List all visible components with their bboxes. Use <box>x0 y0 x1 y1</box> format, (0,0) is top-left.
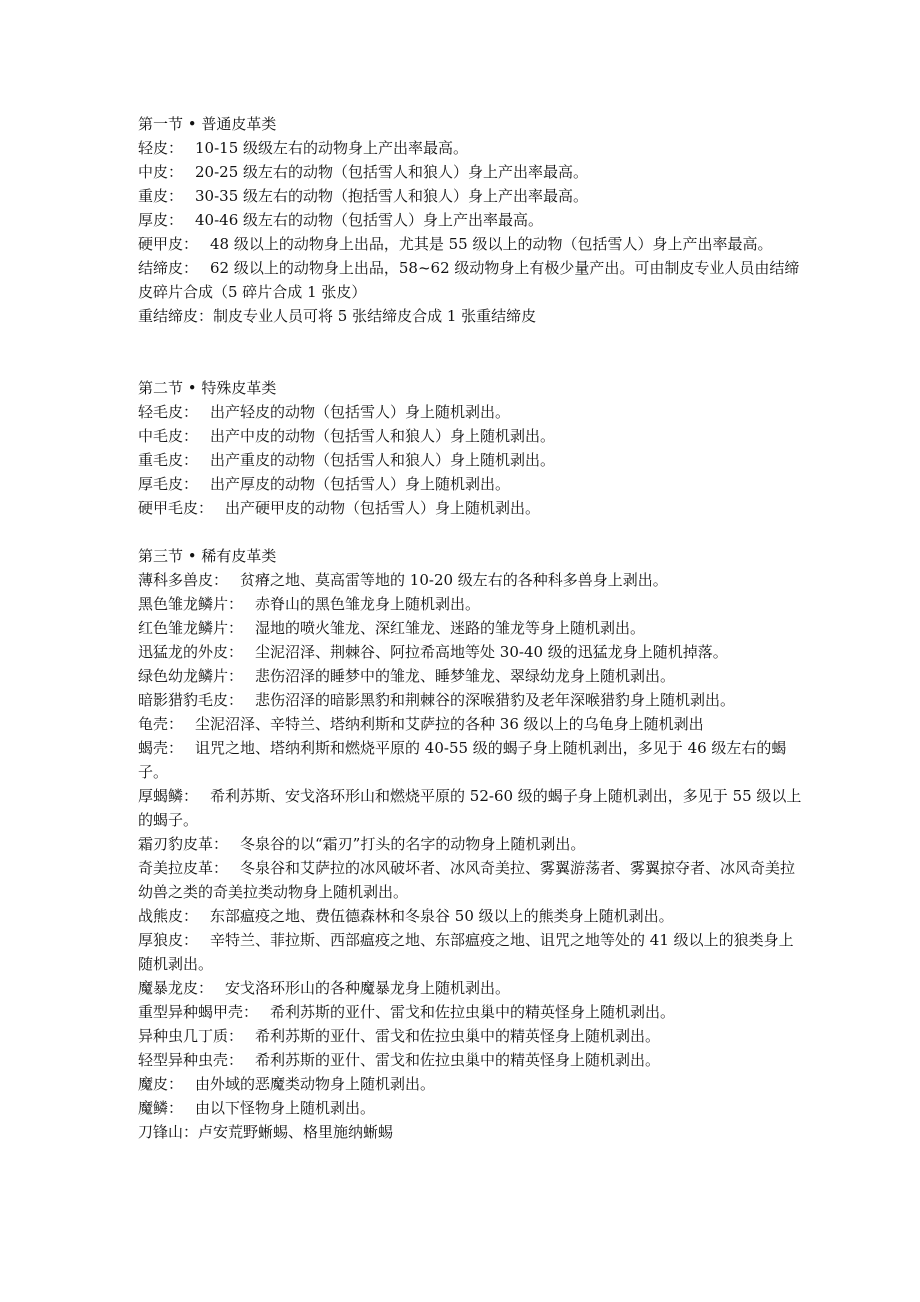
entry-description: 贫瘠之地、莫高雷等地的 10-20 级左右的各种科多兽身上剥出。 <box>240 571 668 589</box>
leather-entry <box>138 784 804 832</box>
entry-description: 希利苏斯的亚什、雷戈和佐拉虫巢中的精英怪身上随机剥出。 <box>255 1027 661 1045</box>
leather-entry <box>138 424 804 448</box>
entry-term: 龟壳： <box>138 715 184 733</box>
leather-entry <box>138 496 804 520</box>
leather-entry <box>138 712 804 736</box>
entry-description: 湿地的喷火雏龙、深红雏龙、迷路的雏龙等身上随机剥出。 <box>255 619 646 637</box>
entry-description: 希利苏斯的亚什、雷戈和佐拉虫巢中的精英怪身上随机剥出。 <box>255 1051 661 1069</box>
leather-entry <box>138 400 804 424</box>
entry-term: 厚蝎鳞： <box>138 787 199 805</box>
entry-description: 东部瘟疫之地、费伍德森林和冬泉谷 50 级以上的熊类身上随机剥出。 <box>210 907 674 925</box>
entry-term: 中皮： <box>138 163 184 181</box>
leather-entry <box>138 616 804 640</box>
entry-description: 由外域的恶魔类动物身上随机剥出。 <box>195 1075 436 1093</box>
leather-entry <box>138 160 804 184</box>
section-1 <box>138 112 804 328</box>
leather-entry <box>138 136 804 160</box>
entry-description: 安戈洛环形山的各种魔暴龙身上随机剥出。 <box>225 979 511 997</box>
entry-term: 霜刃豹皮革： <box>138 835 229 853</box>
entry-description: 希利苏斯、安戈洛环形山和燃烧平原的 52-60 级的蝎子身上随机剥出，多见于 55 级以上的蝎子。 <box>138 787 802 829</box>
leather-entry <box>138 232 804 256</box>
leather-entry <box>138 448 804 472</box>
leather-entry <box>138 1120 804 1144</box>
entry-term: 厚皮： <box>138 211 184 229</box>
entry-term: 轻皮： <box>138 139 184 157</box>
entry-description: 诅咒之地、塔纳利斯和燃烧平原的 40-55 级的蝎子身上随机剥出，多见于 46 级左右的蝎子。 <box>138 739 787 781</box>
entry-term: 中毛皮： <box>138 427 199 445</box>
leather-entry <box>138 832 804 856</box>
leather-entry <box>138 256 804 304</box>
entry-description: 冬泉谷的以“霜刃”打头的名字的动物身上随机剥出。 <box>240 835 586 853</box>
entry-term: 硬甲毛皮： <box>138 499 214 517</box>
leather-entry <box>138 1072 804 1096</box>
entry-term: 厚狼皮： <box>138 931 199 949</box>
leather-entry <box>138 736 804 784</box>
entry-term: 轻型异种虫壳： <box>138 1051 244 1069</box>
entry-description: 由以下怪物身上随机剥出。 <box>195 1099 376 1117</box>
leather-entry <box>138 640 804 664</box>
entry-term: 厚毛皮： <box>138 475 199 493</box>
entry-term: 奇美拉皮革： <box>138 859 229 877</box>
entry-term: 魔鳞： <box>138 1099 184 1117</box>
entry-term: 异种虫几丁质： <box>138 1027 244 1045</box>
entry-term: 魔暴龙皮： <box>138 979 214 997</box>
entry-term: 暗影猎豹毛皮： <box>138 691 244 709</box>
entry-term: 重毛皮： <box>138 451 199 469</box>
entry-term: 蝎壳： <box>138 739 184 757</box>
leather-entry <box>138 568 804 592</box>
section-2 <box>138 376 804 520</box>
entry-term: 结缔皮： <box>138 259 199 277</box>
entry-description: 赤脊山的黑色雏龙身上随机剥出。 <box>255 595 481 613</box>
leather-entry <box>138 208 804 232</box>
entry-term: 战熊皮： <box>138 907 199 925</box>
entry-description: 悲伤沼泽的睡梦中的雏龙、睡梦雏龙、翠绿幼龙身上随机剥出。 <box>255 667 676 685</box>
entry-description: 20-25 级左右的动物（包括雪人和狼人）身上产出率最高。 <box>195 163 589 181</box>
entry-term: 迅猛龙的外皮： <box>138 643 244 661</box>
entry-description: 48 级以上的动物身上出品，尤其是 55 级以上的动物（包括雪人）身上产出率最高。 <box>210 235 773 253</box>
entry-description: 出产重皮的动物（包括雪人和狼人）身上随机剥出。 <box>210 451 556 469</box>
section-title: 第一节 • 普通皮革类 <box>138 115 277 133</box>
entry-term: 重结缔皮： <box>138 307 214 325</box>
leather-entry <box>138 664 804 688</box>
leather-entry <box>138 688 804 712</box>
entry-term: 轻毛皮： <box>138 403 199 421</box>
entry-description: 出产厚皮的动物（包括雪人）身上随机剥出。 <box>210 475 511 493</box>
leather-entry <box>138 928 804 976</box>
entry-description: 冬泉谷和艾萨拉的冰风破坏者、冰风奇美拉、雾翼游荡者、雾翼掠夺者、冰风奇美拉幼兽之类的奇美拉类动物身上随机剥出。 <box>138 859 796 901</box>
leather-entry <box>138 856 804 904</box>
entry-term: 重皮： <box>138 187 184 205</box>
entry-description: 尘泥沼泽、荆棘谷、阿拉希高地等处 30-40 级的迅猛龙身上随机掉落。 <box>255 643 728 661</box>
leather-entry <box>138 904 804 928</box>
leather-entry <box>138 1000 804 1024</box>
entry-term: 黑色雏龙鳞片： <box>138 595 244 613</box>
entry-description: 制皮专业人员可将 5 张结缔皮合成 1 张重结缔皮 <box>213 307 537 325</box>
leather-entry <box>138 1096 804 1120</box>
entry-description: 尘泥沼泽、辛特兰、塔纳利斯和艾萨拉的各种 36 级以上的乌龟身上随机剥出 <box>195 715 704 733</box>
entry-term: 薄科多兽皮： <box>138 571 229 589</box>
entry-description: 出产硬甲皮的动物（包括雪人）身上随机剥出。 <box>225 499 541 517</box>
section-title: 第二节 • 特殊皮革类 <box>138 379 277 397</box>
entry-description: 62 级以上的动物身上出品，58~62 级动物身上有极少量产出。可由制皮专业人员由结缔皮碎片合成（5 碎片合成 1 张皮） <box>138 259 800 301</box>
leather-entry <box>138 976 804 1000</box>
leather-entry <box>138 304 804 328</box>
entry-term: 魔皮： <box>138 1075 184 1093</box>
entry-description: 10-15 级级左右的动物身上产出率最高。 <box>195 139 469 157</box>
entry-description: 出产轻皮的动物（包括雪人）身上随机剥出。 <box>210 403 511 421</box>
section-title: 第三节 • 稀有皮革类 <box>138 547 277 565</box>
entry-description: 40-46 级左右的动物（包括雪人）身上产出率最高。 <box>195 211 544 229</box>
leather-entry <box>138 592 804 616</box>
entry-description: 30-35 级左右的动物（抱括雪人和狼人）身上产出率最高。 <box>195 187 589 205</box>
entry-term: 绿色幼龙鳞片： <box>138 667 244 685</box>
entry-description: 卢安荒野蜥蜴、格里施纳蜥蜴 <box>198 1123 394 1141</box>
entry-term: 刀锋山： <box>138 1123 199 1141</box>
entry-description: 辛特兰、菲拉斯、西部瘟疫之地、东部瘟疫之地、诅咒之地等处的 41 级以上的狼类身上随机剥出。 <box>138 931 794 973</box>
entry-term: 红色雏龙鳞片： <box>138 619 244 637</box>
entry-term: 硬甲皮： <box>138 235 199 253</box>
entry-description: 悲伤沼泽的暗影黑豹和荆棘谷的深喉猎豹及老年深喉猎豹身上随机剥出。 <box>255 691 736 709</box>
leather-entry <box>138 1024 804 1048</box>
leather-entry <box>138 472 804 496</box>
section-3 <box>138 544 804 1144</box>
leather-entry <box>138 1048 804 1072</box>
entry-term: 重型异种蝎甲壳： <box>138 1003 259 1021</box>
entry-description: 出产中皮的动物（包括雪人和狼人）身上随机剥出。 <box>210 427 556 445</box>
entry-description: 希利苏斯的亚什、雷戈和佐拉虫巢中的精英怪身上随机剥出。 <box>270 1003 676 1021</box>
leather-entry <box>138 184 804 208</box>
document-body <box>138 112 804 1144</box>
